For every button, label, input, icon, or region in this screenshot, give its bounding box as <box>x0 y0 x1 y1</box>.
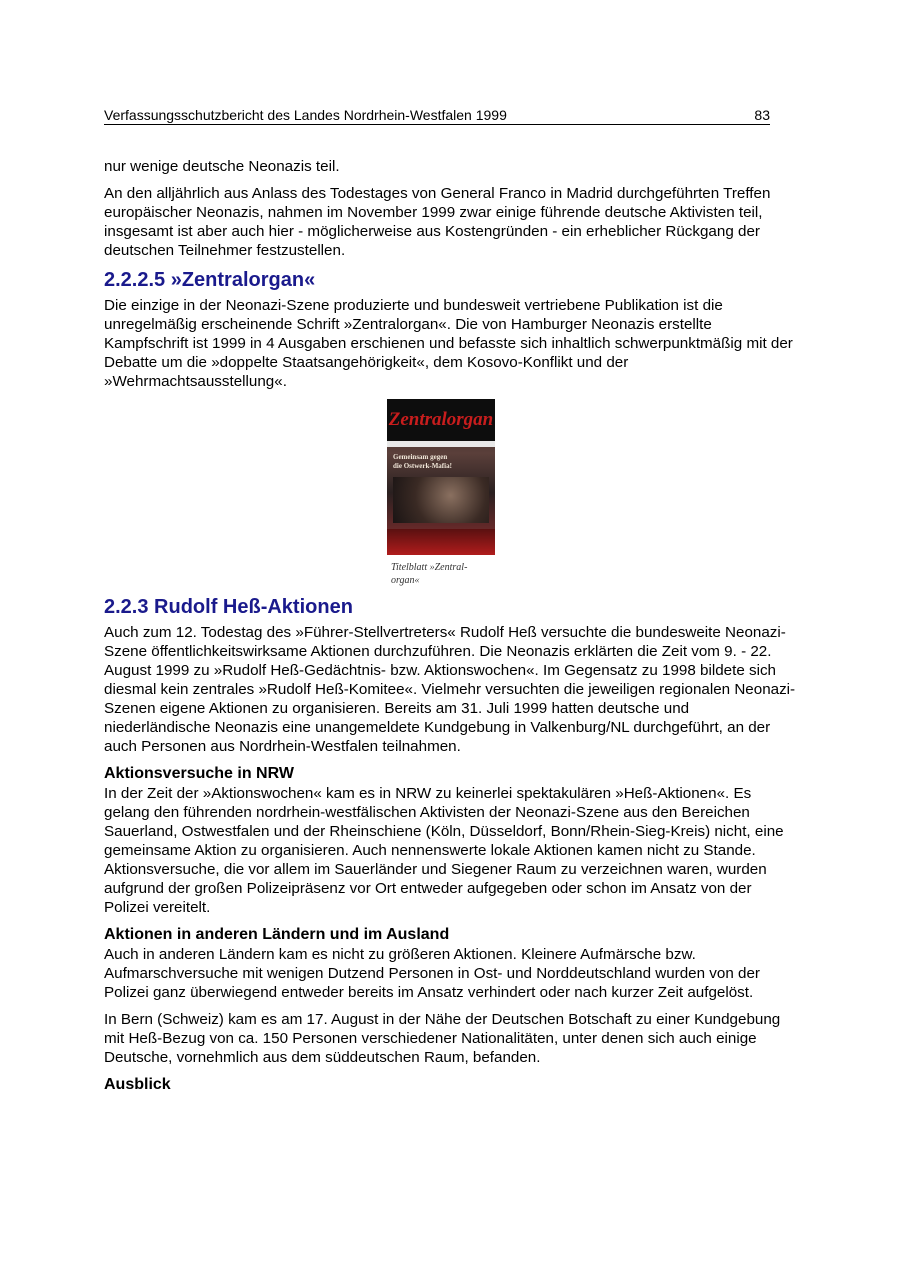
page-number: 83 <box>754 107 770 123</box>
subheading-ausblick: Ausblick <box>104 1076 171 1093</box>
running-header <box>104 107 770 125</box>
subheading-nrw: Aktionsversuche in NRW <box>104 765 294 782</box>
paragraph: An den alljährlich aus Anlass des Todestages von General Franco in Madrid durchgeführten Treffen europäischer Neonazis, nahmen im November 1999 zwar einige führende deutsche Aktivisten teil, insgesamt ist aber auch hier - möglicherweise aus Kostengründen - ein erheblicher Rückgang der deutschen Teilnehmer festzustellen. <box>104 185 771 259</box>
cover-headline: Gemeinsam gegen die Ostwerk-Mafia! <box>393 453 452 470</box>
paragraph: Auch in anderen Ländern kam es nicht zu größeren Aktionen. Kleinere Aufmärsche bzw. Aufmarschversuche mit wenigen Dutzend Personen in Ost- und Norddeutschland wurden von der Polizei ganz überwiegend entweder bereits im Ansatz verhindert oder nach kurzer Zeit aufgelöst. <box>104 946 760 1001</box>
paragraph: nur wenige deutsche Neonazis teil. <box>104 158 340 175</box>
section-heading-hess: 2.2.3 Rudolf Heß-Aktionen <box>104 596 353 618</box>
header-title: Verfassungsschutzbericht des Landes Nordrhein-Westfalen 1999 <box>104 107 507 123</box>
paragraph: Auch zum 12. Todestag des »Führer-Stellvertreters« Rudolf Heß versuchte die bundesweite Neonazi-Szene öffentlichkeitswirksame Aktionen durchzuführen. Die Neonazis erklärten die Zeit vom 9. - 22. August 1999 zu »Rudolf Heß-Gedächtnis- bzw. Aktionswochen«. Im Gegensatz zu 1998 bildete sich diesmal kein zentrales »Rudolf Heß-Komitee«. Vielmehr versuchten die jeweiligen regionalen Neonazi-Szenen eigene Aktionen zu organisieren. Bereits am 31. Juli 1999 hatten deutsche und niederländische Neonazis eine unangemeldete Kundgebung in Valkenburg/NL durchgeführt, an der auch Personen aus Nordrhein-Westfalen teilnahmen. <box>104 624 796 755</box>
cover-red-band <box>387 529 495 555</box>
paragraph: Die einzige in der Neonazi-Szene produzierte und bundesweit vertriebene Publikation ist die unregelmäßig erscheinende Schrift »Zentralorgan«. Die von Hamburger Neonazis erstellte Kampfschrift ist 1999 in 4 Ausgaben erschienen und befasste sich inhaltlich schwerpunktmäßig mit der Debatte um die »doppelte Staatsangehörigkeit«, dem Kosovo-Konflikt und der »Wehrmachtsausstellung«. <box>104 297 793 390</box>
cover-masthead: Zentralorgan <box>387 399 495 441</box>
subheading-ausland: Aktionen in anderen Ländern und im Ausland <box>104 926 450 943</box>
cover-photo <box>393 477 489 523</box>
paragraph: In der Zeit der »Aktionswochen« kam es in NRW zu keinerlei spektakulären »Heß-Aktionen«. Es gelang den führenden nordrhein-westfälischen Aktivisten der Neonazi-Szene aus den Bereichen Sauerland, Ostwestfalen und der Rheinschiene (Köln, Düsseldorf, Bonn/Rhein-Sieg-Kreis) nicht, eine gemeinsame Aktion zu organisieren. Auch nennenswerte lokale Aktionen kamen nicht zu Stande. Aktionsversuche, die vor allem im Sauerländer und Siegener Raum zu verzeichnen waren, wurden aufgrund der großen Polizeipräsenz vor Ort entweder aufgegeben oder schon im Ansatz von der Polizei vereitelt. <box>104 785 784 916</box>
magazine-cover-image <box>387 399 495 555</box>
section-heading-zentralorgan: 2.2.2.5 »Zentralorgan« <box>104 269 316 291</box>
figure-zentralorgan-cover <box>387 399 497 587</box>
figure-caption: Titelblatt »Zentral-organ« <box>391 562 468 586</box>
page-content <box>104 157 796 1095</box>
cover-strip <box>387 441 495 447</box>
paragraph: In Bern (Schweiz) kam es am 17. August in der Nähe der Deutschen Botschaft zu einer Kundgebung mit Heß-Bezug von ca. 150 Personen verschiedener Nationalitäten, unter denen sich auch einige Deutsche, vornehmlich aus dem süddeutschen Raum, befanden. <box>104 1011 781 1066</box>
